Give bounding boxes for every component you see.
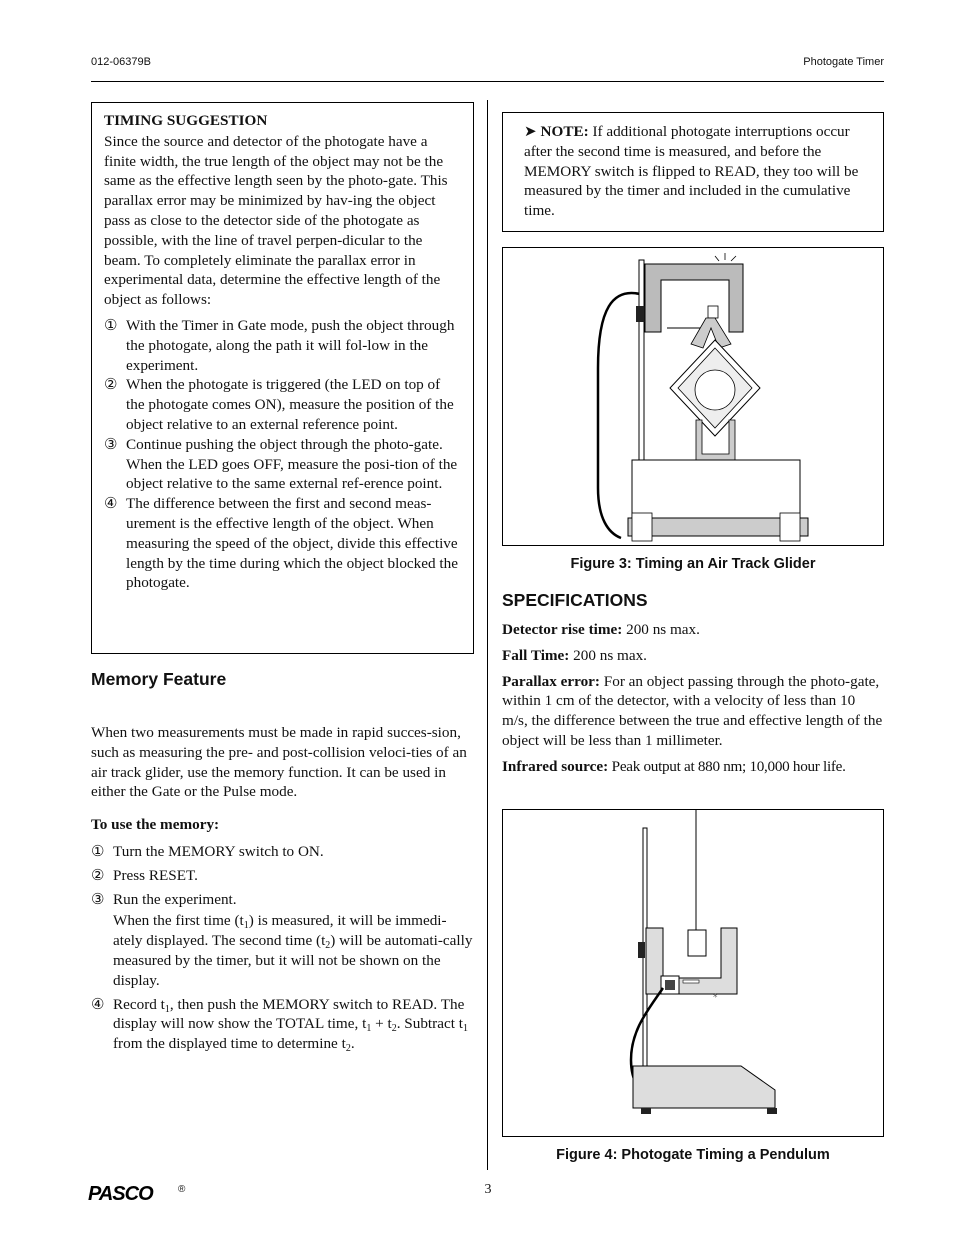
step-text: With the Timer in Gate mode, push the object through the photogate, along the path it will fol-low in the experiment. [126,316,455,374]
step-number: ③ [104,435,118,453]
subscript: 1 [462,1023,468,1035]
text-fragment: . Subtract t [396,1015,463,1033]
memory-heading: Memory Feature [91,669,227,689]
text-fragment: Record t [113,995,165,1013]
step-number: ① [104,316,118,334]
spec-item [502,646,884,666]
text-fragment: When the first time (t [113,912,244,930]
memory-paragraph: When two measurements must be made in rapid succes-sion, such as measuring the pre- and post-collision veloci-ties of an air track glider, use the memory function. It can be used in either the Gate or the Pulse mode. [91,724,467,801]
spec-item [502,620,884,640]
registered-mark: ® [178,1184,186,1195]
memory-step [91,866,475,886]
step-text: Run the experiment. [113,890,237,908]
memory-step [91,995,475,1054]
use-memory-title: To use the memory: [91,816,220,833]
text-fragment: . [350,1035,355,1053]
timing-title: TIMING SUGGESTION [104,112,268,129]
spec-value: 200 ns max. [569,646,647,664]
column-divider [487,100,488,1170]
product-name: Photogate Timer [803,56,884,68]
timing-step [104,494,461,593]
header-rule [91,81,884,82]
subscript: 1 [164,1003,170,1015]
figure-4-pendulum [502,809,884,1137]
spec-item [502,757,884,777]
svg-text:*: * [713,993,718,1003]
text-fragment: from the displayed time to determine t [113,1035,346,1053]
step-number: ④ [91,995,105,1013]
note-box [502,112,884,232]
subscript: 2 [345,1043,351,1055]
step-number: ④ [104,495,118,513]
step-text: The difference between the first and second meas-urement is the effective length of the object. When measuring the speed of the object, divide this effective length by the time during which the object blocked the photogate. [126,495,458,592]
spec-label: Detector rise time: [502,621,623,638]
timing-intro: Since the source and detector of the photogate have a finite width, the true length of the object may not be the same as the effective length seen by the photo-gate. This parallax error may be minimized by hav-ing the object pass as close to the detector side of the photogate as possible, with the line of travel perpen-dicular to the beam. To completely eliminate the parallax error in experimental data, determine the effective length of the object as follows: [104,132,448,309]
text-fragment: ) will be automati-cally measured by the timer, but it will not be shown on the display. [113,932,473,989]
text-fragment: + t [371,1015,392,1033]
note-text: If additional photogate interruptions occur after the second time is measured, and before the MEMORY switch is flipped to READ, they too will be measured by the timer and included in the cumulative time. [524,123,859,220]
pasco-logo-mark [86,1182,178,1204]
air-track-glider-illustration [503,248,883,545]
step-number: ③ [91,890,105,908]
note-label: NOTE: [540,123,589,140]
subscript: 1 [243,920,249,932]
spec-item [502,672,884,751]
logo-text: PASCO [88,1183,153,1204]
text-fragment: ) is measured, it will be immedi-ately displayed. The second time (t [113,912,447,950]
spec-label: Parallax error: [502,672,600,690]
spec-value: 200 ns max. [622,621,700,638]
arrow-icon: ➤ [524,123,537,140]
doc-id: 012-06379B [91,56,151,68]
memory-steps [91,842,475,1058]
subscript: 2 [391,1023,397,1035]
page-number: 3 [484,1182,492,1197]
specifications-heading: SPECIFICATIONS [502,590,648,610]
figure-3-caption: Figure 3: Timing an Air Track Glider [570,556,816,572]
step-text [113,995,475,1054]
memory-step [91,842,475,862]
pasco-logo [86,1182,178,1204]
spec-label: Fall Time: [502,646,570,664]
timing-step [104,316,461,375]
figure-3-air-track-glider [502,247,884,546]
memory-step [91,890,475,910]
text-fragment: , then push the MEMORY switch to READ. The display will now show the TOTAL time, t [113,995,465,1033]
step-number: ② [91,866,105,884]
memory-step3-detail [91,911,475,990]
step-number: ① [91,843,105,860]
spec-label: Infrared source: [502,757,609,775]
timing-suggestion-box [91,102,474,654]
step-text: Turn the MEMORY switch to ON. [113,843,324,860]
figure-4-caption: Figure 4: Photogate Timing a Pendulum [556,1147,830,1163]
specifications-list [502,620,884,783]
subscript: 2 [325,940,331,952]
step-text: Continue pushing the object through the photo-gate. When the LED goes OFF, measure the posi-tion of the object relative to the same external ref-erence point. [126,435,458,493]
step-text: When the photogate is triggered (the LED on top of the photogate comes ON), measure the position of the object relative to an external reference point. [126,376,454,433]
spec-value: For an object passing through the photo-gate, within 1 cm of the detector, with a velocity of less than 10 m/s, the difference between the true and effective length of the object will be less than 1 millimeter. [502,672,883,749]
pendulum-illustration [503,810,883,1136]
step-number: ② [104,376,118,394]
timing-step [104,435,461,494]
subscript: 1 [366,1023,372,1035]
spec-value: Peak output at 880 nm; 10,000 hour life. [608,757,846,775]
timing-step [104,375,461,434]
step-text: Press RESET. [113,866,198,884]
